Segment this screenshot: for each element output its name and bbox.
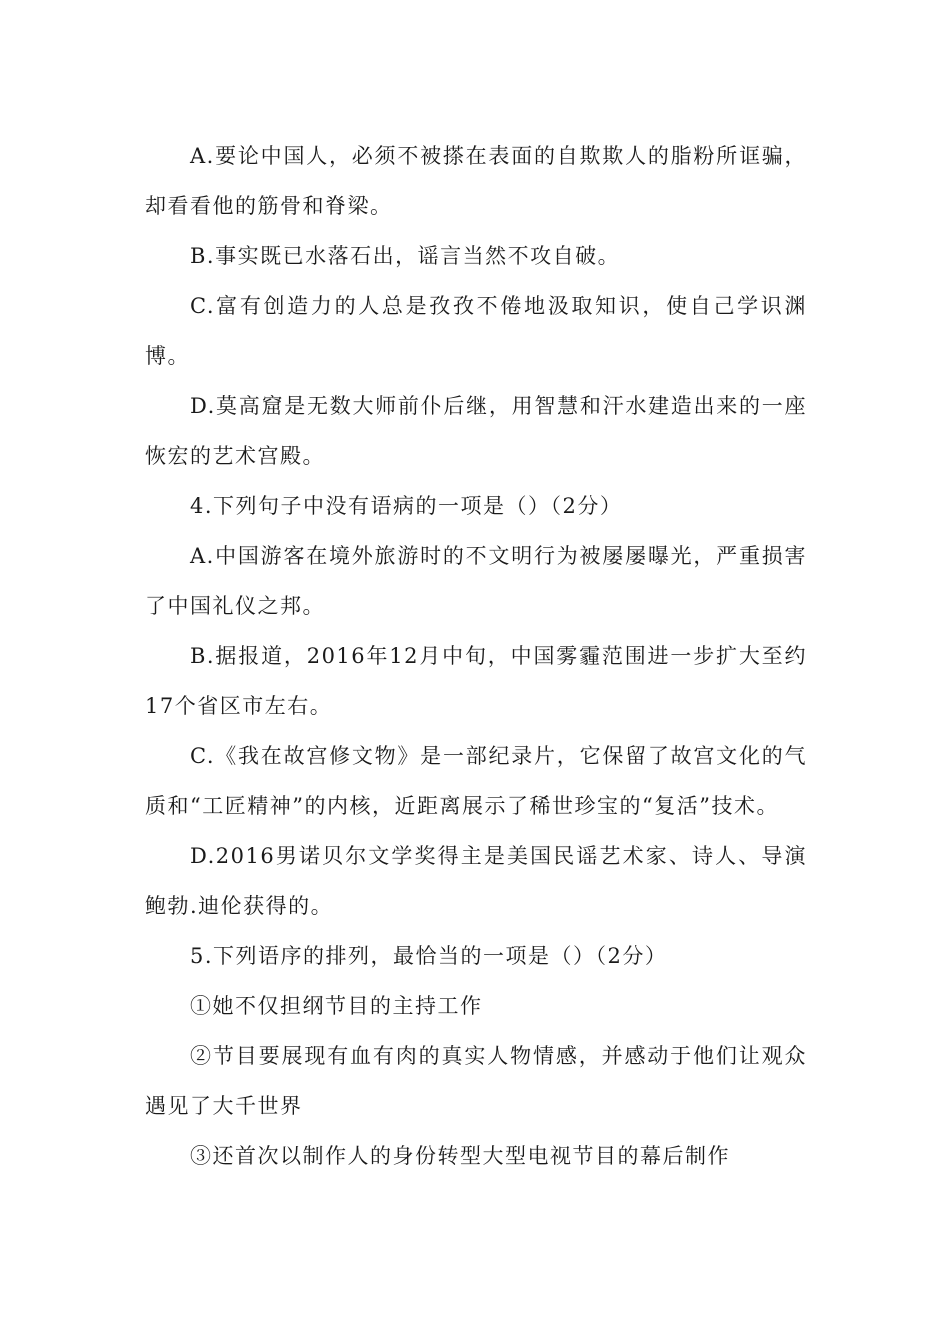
option-b-paragraph: B.事实既已水落石出，谣言当然不攻自破。: [190, 244, 621, 268]
question-4-stem: 4.下列句子中没有语病的一项是（）（2分）: [190, 494, 623, 518]
document-body: [145, 131, 807, 1181]
option-a-paragraph: A.要论中国人，必须不被搽在表面的自欺欺人的脂粉所诓骗，却看看他的筋骨和脊梁。: [145, 144, 807, 218]
q4-option-d: D.2016男诺贝尔文学奖得主是美国民谣艺术家、诗人、导演鲍勃.迪伦获得的。: [145, 844, 807, 918]
q5-sentence-2: ②节目要展现有血有肉的真实人物情感，并感动于他们让观众遇见了大千世界: [145, 1044, 807, 1118]
q5-sentence-1: ①她不仅担纲节目的主持工作: [190, 994, 483, 1018]
option-d-paragraph: D.莫高窟是无数大师前仆后继，用智慧和汗水建造出来的一座恢宏的艺术宫殿。: [145, 394, 807, 468]
q5-sentence-3: ③还首次以制作人的身份转型大型电视节目的幕后制作: [190, 1144, 730, 1168]
q4-option-b: B.据报道，2016年12月中旬，中国雾霾范围进一步扩大至约17个省区市左右。: [145, 644, 807, 718]
question-5-stem: 5.下列语序的排列，最恰当的一项是（）（2分）: [190, 944, 668, 968]
option-c-paragraph: C.富有创造力的人总是孜孜不倦地汲取知识，使自己学识渊博。: [145, 294, 807, 368]
q4-option-c: C.《我在故宫修文物》是一部纪录片，它保留了故宫文化的气质和“工匠精神”的内核，近距离展示了稀世珍宝的“复活”技术。: [145, 744, 807, 818]
q4-option-a: A.中国游客在境外旅游时的不文明行为被屡屡曝光，严重损害了中国礼仪之邦。: [145, 544, 807, 618]
